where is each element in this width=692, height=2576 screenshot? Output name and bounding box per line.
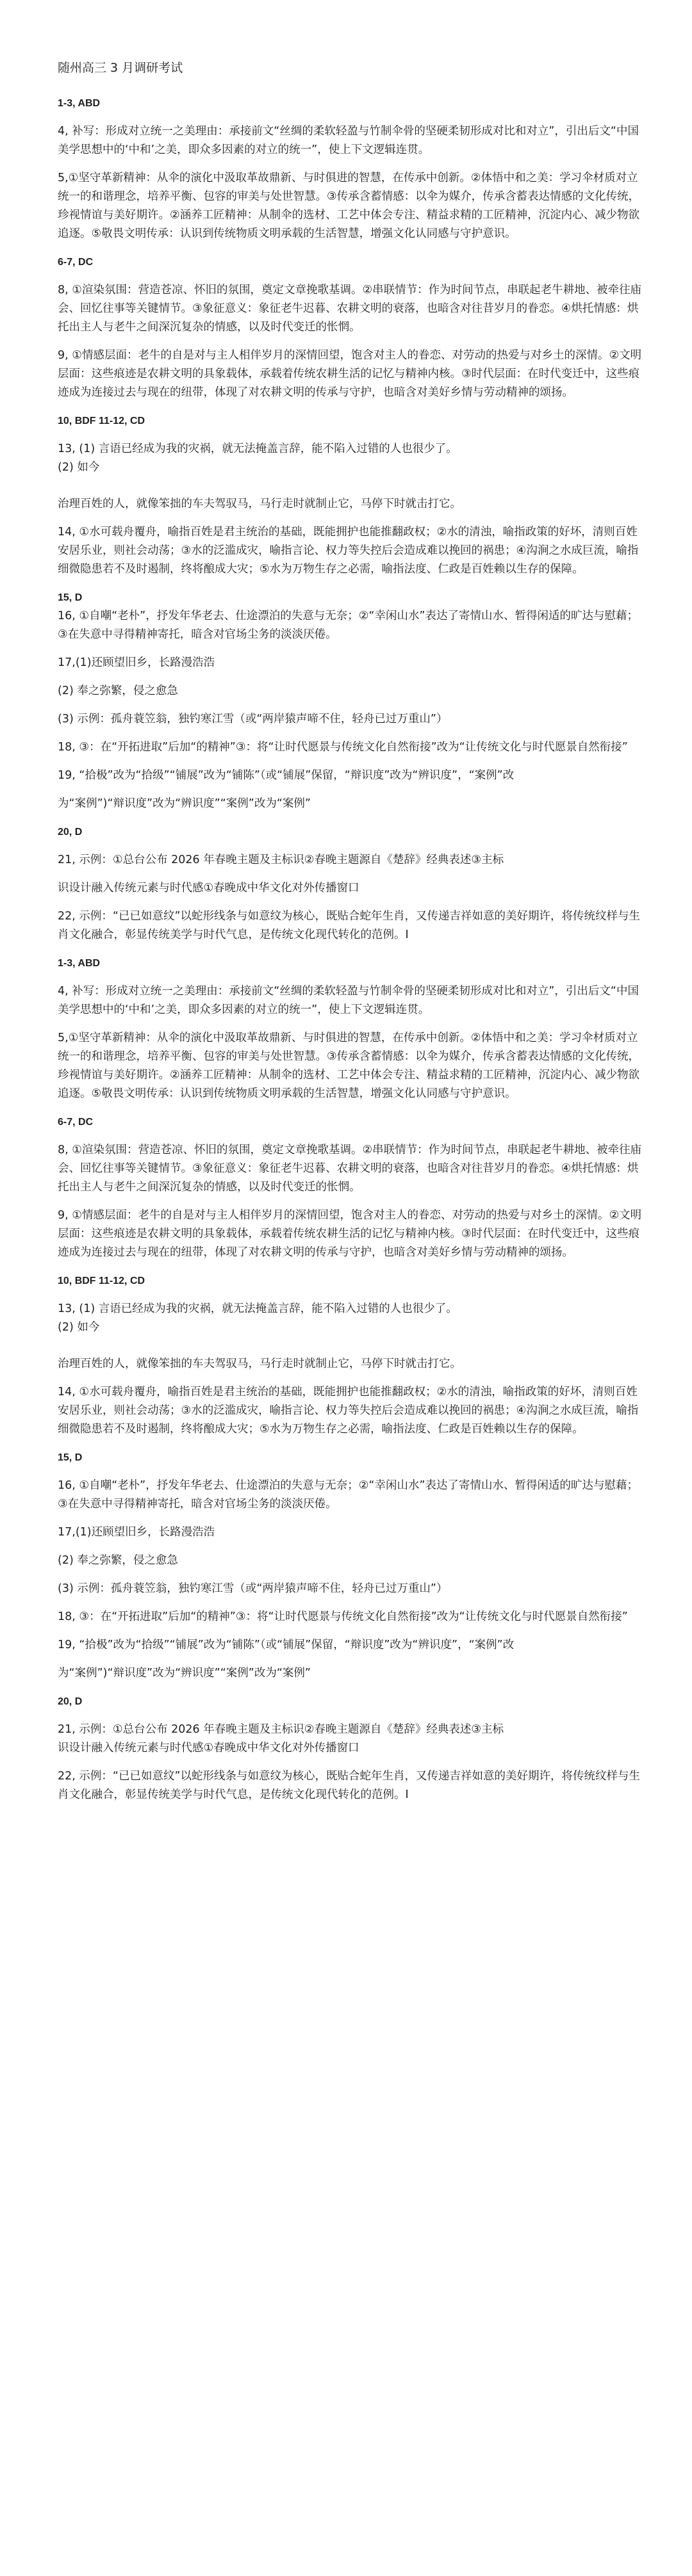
answer-13-1: 13, (1) 言语已经成为我的灾祸，就无法掩盖言辞，能不陷入过错的人也很少了。 — [58, 442, 457, 455]
answer-21-2: 识设计融入传统元素与时代感①春晚成中华文化对外传播窗口 — [58, 882, 359, 895]
answer-6-7: 6-7, DC — [58, 1117, 94, 1128]
answer-13-1: 13, (1) 言语已经成为我的灾祸，就无法掩盖言辞，能不陷入过错的人也很少了。 — [58, 1302, 457, 1315]
answer-17-3: (3) 示例：孤舟蓑笠翁，独钓寒江雪（或“两岸猿声啼不住，轻舟已过万重山”） — [58, 1582, 448, 1595]
answer-21-1: 21, 示例：①总台公布 2026 年春晚主题及主标识②春晚主题源自《楚辞》经典表述③主标 — [58, 854, 504, 866]
answer-4: 4, 补写：形成对立统一之美理由：承接前文“丝绸的柔软轻盈与竹制伞骨的坚硬柔韧形成对比和对立”，引出后文“中国美学思想中的‘中和’之美，即众多因素的对立的统一”，使上下文逻辑连贯。 — [58, 985, 639, 1016]
answer-17-3: (3) 示例：孤舟蓑笠翁，独钓寒江雪（或“两岸猿声啼不住，轻舟已过万重山”） — [58, 713, 448, 725]
answer-18: 18, ③：在“开拓进取”后加“的精神”③：将“让时代愿景与传统文化自然衔接”改为“让传统文化与时代愿景自然衔接” — [58, 1610, 628, 1623]
answer-17-2: (2) 奉之弥繁，侵之愈急 — [58, 685, 178, 697]
answer-9: 9, ①情感层面：老牛的自是对与主人相伴岁月的深情回望，饱含对主人的眷恋、对劳动的热爱与对乡土的深情。②文明层面：这些痕迹是农耕文明的具象载体，承载着传统农耕生活的记忆与精神内核。③时代层面：在时代变迁中，这些痕迹成为连接过去与现在的纽带，体现了对农耕文明的传承与守护，也暗含对美好乡情与劳动精神的颂扬。 — [58, 1209, 642, 1259]
answer-17-1: 17,(1)还顾望旧乡，长路漫浩浩 — [58, 656, 215, 669]
answer-1-3: 1-3, ABD — [58, 98, 101, 109]
answer-21-1: 21, 示例：①总台公布 2026 年春晚主题及主标识②春晚主题源自《楚辞》经典表述③主标 — [58, 1723, 504, 1736]
answer-17-2: (2) 奉之弥繁，侵之愈急 — [58, 1554, 178, 1567]
answer-10-12: 10, BDF 11-12, CD — [58, 1276, 145, 1286]
answer-13-3: 治理百姓的人，就像笨拙的车夫驾驭马，马行走时就制止它，马停下时就击打它。 — [58, 498, 461, 510]
answer-19: 19, “拾极”改为“拾级”“铺展”改为“铺陈”（或“铺展”保留，“辩识度”改为“辨识度”，“案例”改 — [58, 1639, 515, 1651]
answer-14: 14, ①水可载舟覆舟，喻指百姓是君主统治的基础，既能拥护也能推翻政权；②水的清浊，喻指政策的好坏，清则百姓安居乐业，则社会动荡；③水的泛滥成灾，喻指言论、权力等失控后会造成难以挽回的祸患；④沟涧之水成巨流，喻指细微隐患若不及时遏制，终将酿成大灾；⑤水为万物生存之必需，喻指法度、仁政是百姓赖以生存的保障。 — [58, 526, 639, 576]
answer-8: 8, ①渲染氛围：营造苍凉、怀旧的氛围，奠定文章挽歌基调。②串联情节：作为时间节点，串联起老牛耕地、被牵往庙会、回忆往事等关键情节。③象征意义：象征老牛迟暮、农耕文明的衰落，也暗含对往昔岁月的眷恋。④烘托情感：烘托出主人与老牛之间深沉复杂的情感，以及时代变迁的怅惘。 — [58, 284, 642, 334]
answer-5: 5,①坚守革新精神：从伞的演化中汲取革故鼎新、与时俱进的智慧，在传承中创新。②体悟中和之美：学习伞材质对立统一的和谐理念，培养平衡、包容的审美与处世智慧。③传承含蓄情感：以伞为媒介，传承含蓄表达情感的文化传统，珍视情谊与美好期许。②涵养工匠精神：从制伞的选材、工艺中体会专注、精益求精的工匠精神，沉淀内心、减少物欲追逐。⑤敬畏文明传承：认识到传统物质文明承载的生活智慧，增强文化认同感与守护意识。 — [58, 1032, 640, 1100]
answer-8: 8, ①渲染氛围：营造苍凉、怀旧的氛围，奠定文章挽歌基调。②串联情节：作为时间节点，串联起老牛耕地、被牵往庙会、回忆往事等关键情节。③象征意义：象征老牛迟暮、农耕文明的衰落，也暗含对往昔岁月的眷恋。④烘托情感：烘托出主人与老牛之间深沉复杂的情感，以及时代变迁的怅惘。 — [58, 1144, 642, 1194]
answer-21-2: 识设计融入传统元素与时代感①春晚成中华文化对外传播窗口 — [58, 1742, 359, 1754]
document-title: 随州高三 3 月调研考试 — [58, 61, 183, 75]
answer-19-continued: 为“案例”)“辩识度”改为“辨识度”“案例”改为“案例” — [58, 797, 311, 810]
answer-13-2: (2) 如今 — [58, 1321, 100, 1334]
answer-14: 14, ①水可载舟覆舟，喻指百姓是君主统治的基础，既能拥护也能推翻政权；②水的清浊，喻指政策的好坏，清则百姓安居乐业，则社会动荡；③水的泛滥成灾，喻指言论、权力等失控后会造成难以挽回的祸患；④沟涧之水成巨流，喻指细微隐患若不及时遏制，终将酿成大灾；⑤水为万物生存之必需，喻指法度、仁政是百姓赖以生存的保障。 — [58, 1386, 639, 1436]
answer-section-1 — [58, 94, 642, 944]
answer-19-continued: 为“案例”)“辩识度”改为“辨识度”“案例”改为“案例” — [58, 1667, 311, 1680]
answer-1-3: 1-3, ABD — [58, 958, 101, 969]
answer-22: 22, 示例：“已已如意纹”以蛇形线条与如意纹为核心，既贴合蛇年生肖，又传递吉祥如意的美好期许，将传统纹样与生肖文化融合，彰显传统美学与时代气息，是传统文化现代转化的范例。I — [58, 1770, 641, 1801]
answer-22: 22, 示例：“已已如意纹”以蛇形线条与如意纹为核心，既贴合蛇年生肖，又传递吉祥如意的美好期许，将传统纹样与生肖文化融合，彰显传统美学与时代气息，是传统文化现代转化的范例。I — [58, 910, 641, 941]
answer-16: 16, ①自嘲“老朴”，抒发年华老去、仕途漂泊的失意与无奈；②“幸闲山水”表达了寄情山水、暂得闲适的旷达与慰藉；③在失意中寻得精神寄托，暗含对官场尘务的淡淡厌倦。 — [58, 610, 639, 641]
answer-10-12: 10, BDF 11-12, CD — [58, 416, 145, 426]
answer-15: 15, D — [58, 1452, 83, 1463]
answer-17-1: 17,(1)还顾望旧乡，长路漫浩浩 — [58, 1526, 215, 1539]
answer-16: 16, ①自嘲“老朴”，抒发年华老去、仕途漂泊的失意与无奈；②“幸闲山水”表达了寄情山水、暂得闲适的旷达与慰藉；③在失意中寻得精神寄托，暗含对官场尘务的淡淡厌倦。 — [58, 1479, 639, 1511]
answer-13-3: 治理百姓的人，就像笨拙的车夫驾驭马，马行走时就制止它，马停下时就击打它。 — [58, 1357, 461, 1370]
answer-13-2: (2) 如今 — [58, 461, 100, 474]
answer-9: 9, ①情感层面：老牛的自是对与主人相伴岁月的深情回望，饱含对主人的眷恋、对劳动的热爱与对乡土的深情。②文明层面：这些痕迹是农耕文明的具象载体，承载着传统农耕生活的记忆与精神内核。③时代层面：在时代变迁中，这些痕迹成为连接过去与现在的纽带，体现了对农耕文明的传承与守护，也暗含对美好乡情与劳动精神的颂扬。 — [58, 349, 642, 399]
answer-18: 18, ③：在“开拓进取”后加“的精神”③：将“让时代愿景与传统文化自然衔接”改为“让传统文化与时代愿景自然衔接” — [58, 741, 628, 754]
answer-5: 5,①坚守革新精神：从伞的演化中汲取革故鼎新、与时俱进的智慧，在传承中创新。②体悟中和之美：学习伞材质对立统一的和谐理念，培养平衡、包容的审美与处世智慧。③传承含蓄情感：以伞为媒介，传承含蓄表达情感的文化传统，珍视情谊与美好期许。②涵养工匠精神：从制伞的选材、工艺中体会专注、精益求精的工匠精神，沉淀内心、减少物欲追逐。⑤敬畏文明传承：认识到传统物质文明承载的生活智慧，增强文化认同感与守护意识。 — [58, 172, 640, 240]
answer-19: 19, “拾极”改为“拾级”“铺展”改为“铺陈”（或“铺展”保留，“辩识度”改为“辨识度”，“案例”改 — [58, 769, 515, 782]
answer-4: 4, 补写：形成对立统一之美理由：承接前文“丝绸的柔软轻盈与竹制伞骨的坚硬柔韧形成对比和对立”，引出后文“中国美学思想中的‘中和’之美，即众多因素的对立的统一”，使上下文逻辑连贯。 — [58, 125, 639, 156]
answer-6-7: 6-7, DC — [58, 257, 94, 268]
answer-20: 20, D — [58, 827, 83, 838]
answer-20: 20, D — [58, 1696, 83, 1707]
answer-section-2 — [58, 954, 642, 1804]
answer-15: 15, D — [58, 592, 83, 603]
